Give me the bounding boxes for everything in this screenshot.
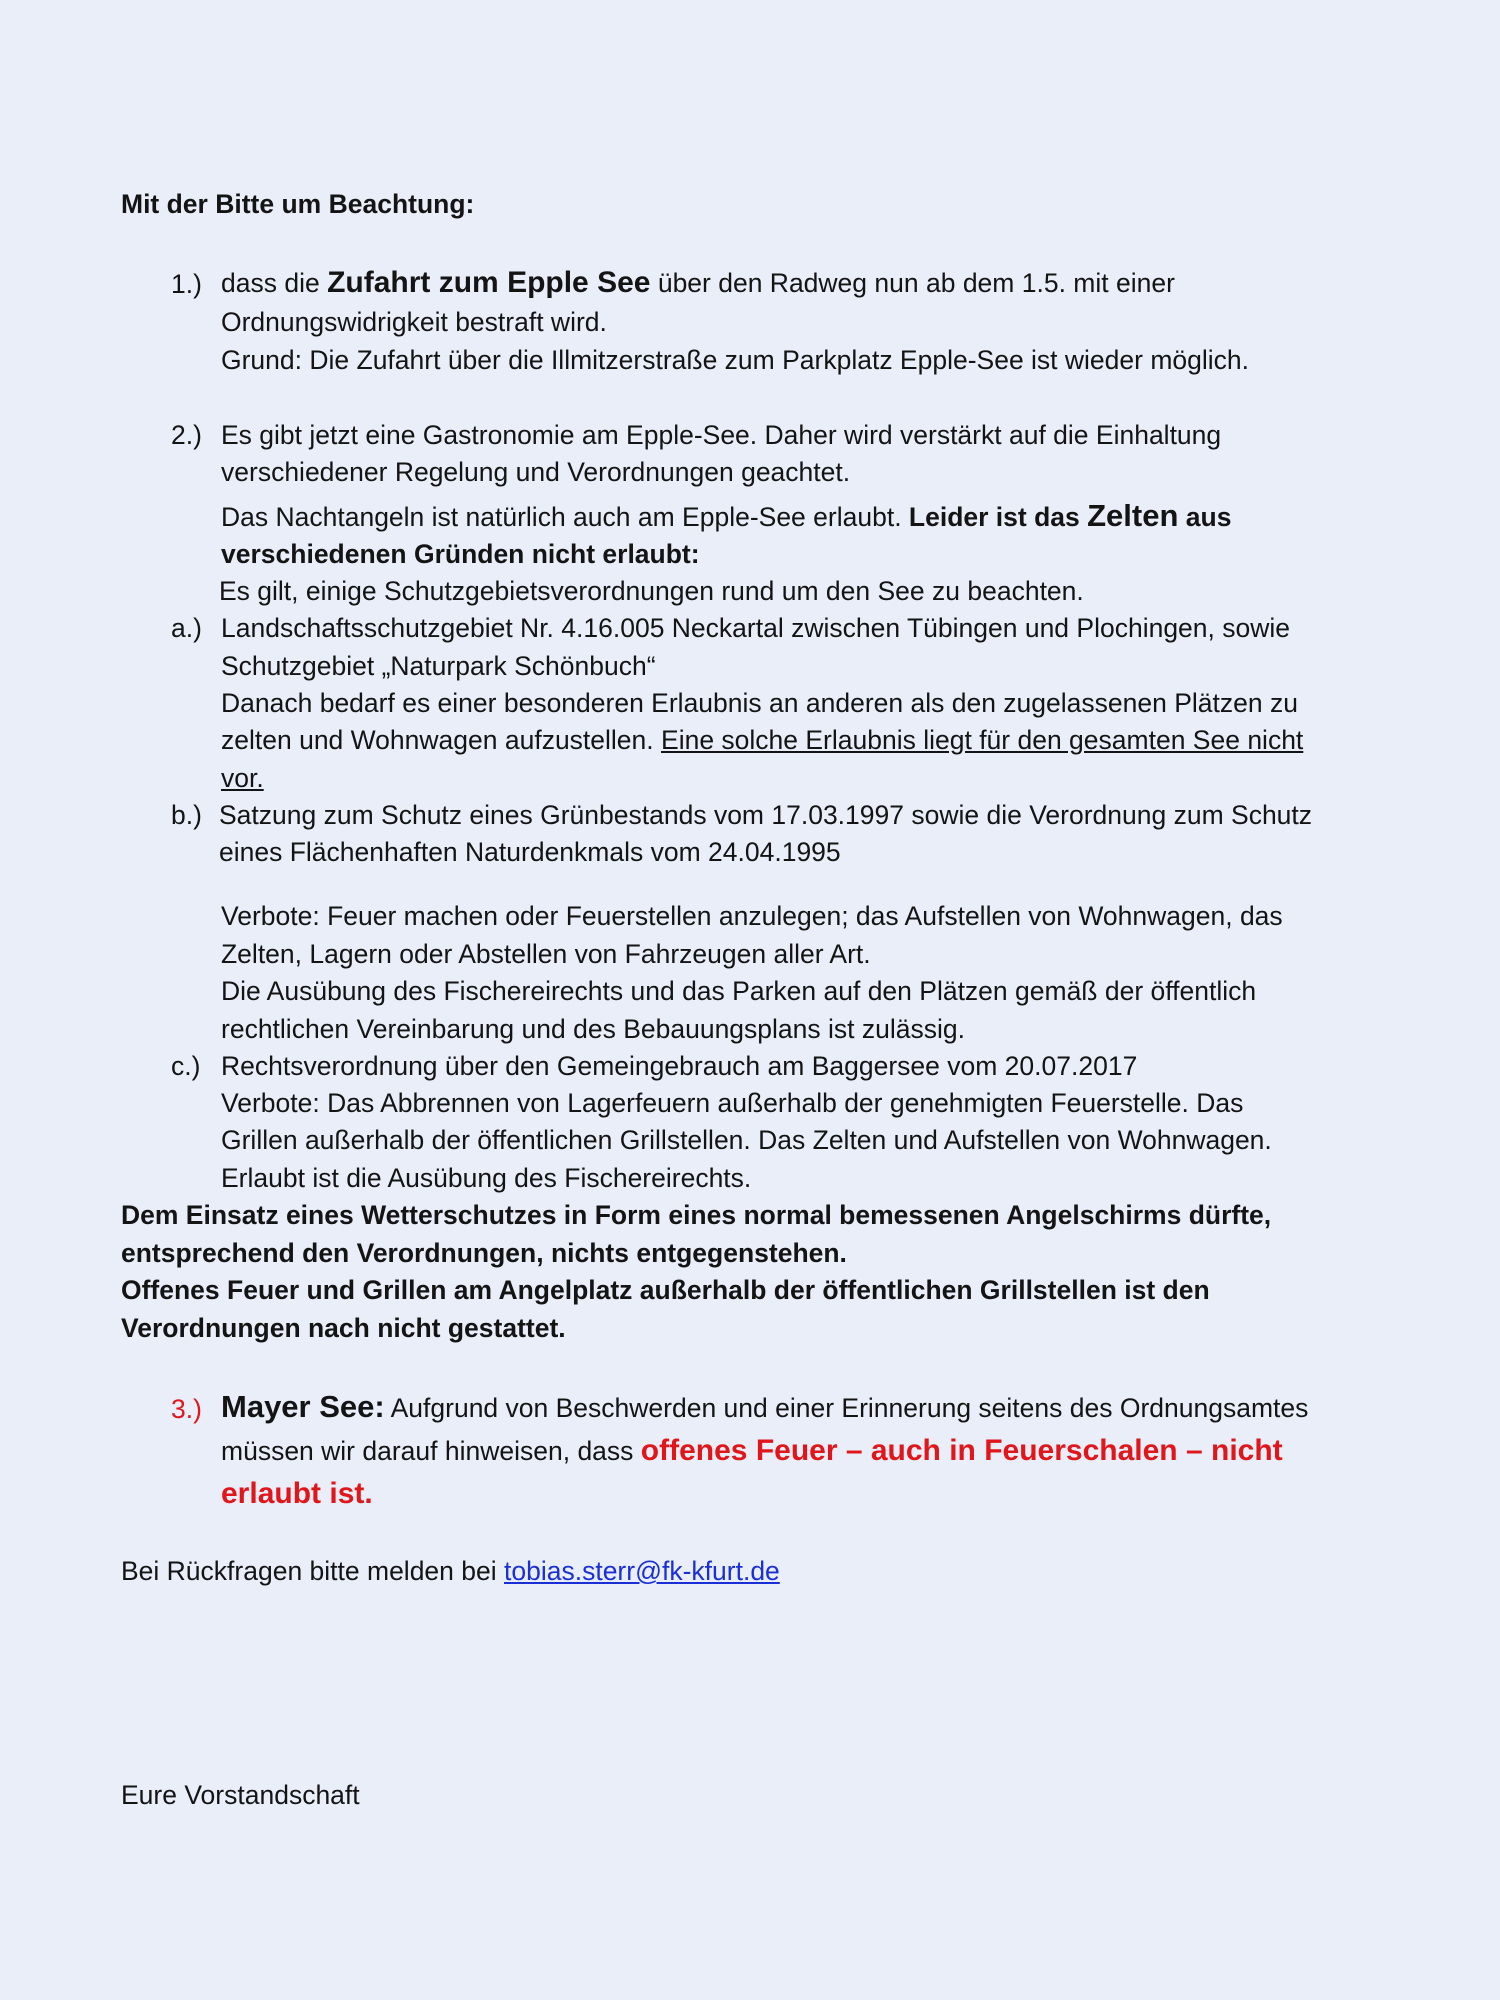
signature: Eure Vorstandschaft xyxy=(121,1780,360,1810)
item-3-line-2: müssen wir darauf hinweisen, dass offenes Feuer – auch in Feuerschalen – nicht xyxy=(221,1434,1283,1467)
item-2-line-5: Es gilt, einige Schutzgebietsverordnungen rund um den See zu beachten. xyxy=(219,576,1084,606)
item-a-line-1: Landschaftsschutzgebiet Nr. 4.16.005 Neckartal zwischen Tübingen und Plochingen, sowie xyxy=(221,613,1291,643)
item-b-line-5: Die Ausübung des Fischereirechts und das Parken auf den Plätzen gemäß der öffentlich xyxy=(221,976,1257,1006)
item-3-number: 3.) xyxy=(171,1394,202,1424)
item-a-line-2: Schutzgebiet „Naturpark Schönbuch“ xyxy=(221,651,656,681)
item-1-line-3: Grund: Die Zufahrt über die Illmitzerstraße zum Parkplatz Epple-See ist wieder möglich. xyxy=(221,345,1250,375)
notice-line-1: Dem Einsatz eines Wetterschutzes in Form eines normal bemessenen Angelschirms dürfte, xyxy=(121,1200,1272,1230)
notice-line-3: Offenes Feuer und Grillen am Angelplatz außerhalb der öffentlichen Grillstellen ist den xyxy=(121,1275,1210,1305)
item-b-line-2: eines Flächenhaften Naturdenkmals vom 24.04.1995 xyxy=(219,837,841,867)
item-2-line-4: verschiedenen Gründen nicht erlaubt: xyxy=(221,539,700,569)
item-c-line-1: Rechtsverordnung über den Gemeingebrauch am Baggersee vom 20.07.2017 xyxy=(221,1051,1138,1081)
item-c-line-3: Grillen außerhalb der öffentlichen Grillstellen. Das Zelten und Aufstellen von Wohnwagen. xyxy=(221,1125,1272,1155)
item-1-line-1: dass die Zufahrt zum Epple See über den Radweg nun ab dem 1.5. mit einer xyxy=(221,266,1175,299)
item-b-line-6: rechtlichen Vereinbarung und des Bebauungsplans ist zulässig. xyxy=(221,1014,965,1044)
item-b-number: b.) xyxy=(171,800,202,830)
item-3-line-1: Mayer See: Aufgrund von Beschwerden und einer Erinnerung seitens des Ordnungsamtes xyxy=(221,1389,1309,1424)
item-1-line-2: Ordnungswidrigkeit bestraft wird. xyxy=(221,307,607,337)
item-b-line-3: Verbote: Feuer machen oder Feuerstellen anzulegen; das Aufstellen von Wohnwagen, das xyxy=(221,901,1283,931)
heading: Mit der Bitte um Beachtung: xyxy=(121,189,475,219)
item-2-line-1: Es gibt jetzt eine Gastronomie am Epple-See. Daher wird verstärkt auf die Einhaltung xyxy=(221,420,1222,450)
item-b-line-4: Zelten, Lagern oder Abstellen von Fahrzeugen aller Art. xyxy=(221,939,871,969)
notice-line-2: entsprechend den Verordnungen, nichts entgegenstehen. xyxy=(121,1238,847,1268)
item-a-line-3: Danach bedarf es einer besonderen Erlaubnis an anderen als den zugelassenen Plätzen zu xyxy=(221,688,1298,718)
item-2-line-2: verschiedener Regelung und Verordnungen geachtet. xyxy=(221,457,851,487)
item-a-line-4: zelten und Wohnwagen aufzustellen. Eine solche Erlaubnis liegt für den gesamten See nicht xyxy=(221,725,1304,755)
item-a-line-5: vor. xyxy=(221,763,264,793)
contact-line: Bei Rückfragen bitte melden bei tobias.sterr@fk-kfurt.de xyxy=(121,1556,780,1586)
item-2-line-3: Das Nachtangeln ist natürlich auch am Epple-See erlaubt. Leider ist das Zelten aus xyxy=(221,498,1232,533)
item-2-number: 2.) xyxy=(171,420,202,450)
item-c-line-2: Verbote: Das Abbrennen von Lagerfeuern außerhalb der genehmigten Feuerstelle. Das xyxy=(221,1088,1244,1118)
item-1-number: 1.) xyxy=(171,269,202,299)
item-b-line-1: Satzung zum Schutz eines Grünbestands vom 17.03.1997 sowie die Verordnung zum Schutz xyxy=(219,800,1313,830)
item-a-number: a.) xyxy=(171,613,202,643)
item-c-line-4: Erlaubt ist die Ausübung des Fischereirechts. xyxy=(221,1163,752,1193)
item-3-line-3: erlaubt ist. xyxy=(221,1477,373,1510)
email-link[interactable]: tobias.sterr@fk-kfurt.de xyxy=(504,1556,780,1586)
item-c-number: c.) xyxy=(171,1051,201,1081)
notice-line-4: Verordnungen nach nicht gestattet. xyxy=(121,1313,566,1343)
